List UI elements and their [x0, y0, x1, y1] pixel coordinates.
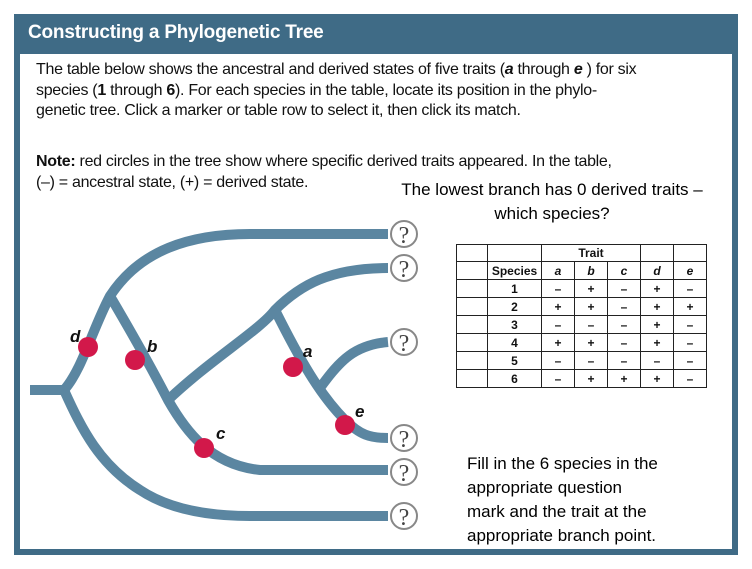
trait-label: e [674, 262, 707, 280]
trait-cell: + [641, 334, 674, 352]
table-row[interactable] [457, 280, 707, 298]
tip-question-glyph: ? [398, 505, 410, 531]
branch-a-species [320, 342, 388, 388]
trait-marker-label: e [355, 402, 365, 421]
tip-question-glyph: ? [398, 461, 410, 487]
trait-cell: + [542, 334, 575, 352]
species-cell: 6 [488, 370, 542, 388]
trait-cell: + [575, 280, 608, 298]
trait-marker-label: a [303, 342, 313, 361]
tip-question-mark[interactable] [391, 221, 417, 249]
trait-marker-label: d [70, 327, 81, 346]
tip-question-mark[interactable] [391, 255, 417, 283]
species-cell: 2 [488, 298, 542, 316]
intro-text-part: The table below shows the ancestral and derived states of five traits ( [36, 61, 505, 78]
trait-e-ref: e [573, 61, 583, 78]
row-leader [457, 334, 488, 352]
intro-text-part: through [105, 81, 167, 99]
table-corner [674, 245, 707, 262]
trait-cell: – [608, 316, 641, 334]
table-row[interactable] [457, 352, 707, 370]
trait-cell: – [542, 316, 575, 334]
trait-cell: – [674, 280, 707, 298]
trait-cell: – [542, 280, 575, 298]
trait-cell: + [542, 298, 575, 316]
trait-cell: + [575, 334, 608, 352]
trait-cell: – [575, 352, 608, 370]
species-1-ref: 1 [97, 81, 106, 99]
trait-header-row [457, 245, 707, 262]
table-row[interactable] [457, 334, 707, 352]
table-corner [641, 245, 674, 262]
intro-text-part: ). For each species in the table, locate its position in the phylo- [175, 81, 597, 99]
trait-cell: – [575, 316, 608, 334]
row-leader [457, 316, 488, 334]
trait-label: c [608, 262, 641, 280]
trait-label: d [641, 262, 674, 280]
trait-cell: – [608, 298, 641, 316]
tip-question-glyph: ? [398, 223, 410, 249]
trait-label-row [457, 262, 707, 280]
trait-cell: – [542, 352, 575, 370]
instruction-line: Fill in the 6 species in the [467, 454, 658, 473]
trait-cell: – [641, 352, 674, 370]
trait-cell: + [674, 298, 707, 316]
figure-title: Constructing a Phylogenetic Tree [28, 22, 324, 43]
species-cell: 1 [488, 280, 542, 298]
trait-cell: – [542, 370, 575, 388]
note-label: Note: [36, 153, 76, 170]
tip-question-mark[interactable] [391, 459, 417, 487]
tip-question-glyph: ? [398, 331, 410, 357]
trait-cell: + [608, 370, 641, 388]
row-leader [457, 370, 488, 388]
tip-question-mark[interactable] [391, 425, 417, 453]
trait-cell: – [674, 316, 707, 334]
trait-cell: – [608, 280, 641, 298]
trait-cell: – [608, 334, 641, 352]
trait-cell: – [674, 352, 707, 370]
intro-text-part: genetic tree. Click a marker or table row to select it, then click its match. [36, 102, 521, 119]
trait-cell: + [641, 316, 674, 334]
trait-label: a [542, 262, 575, 280]
note-line: (–) = ancestral state, (+) = derived state. [36, 173, 309, 191]
intro-text-part: through [513, 61, 574, 78]
note-line: red circles in the tree show where specific derived traits appeared. In the table, [75, 153, 612, 170]
intro-text-part: ) for six [582, 61, 637, 78]
trait-label: b [575, 262, 608, 280]
instructions-text [467, 452, 737, 548]
table-corner [457, 245, 488, 262]
tip-question-mark[interactable] [391, 503, 417, 531]
trait-cell: + [641, 370, 674, 388]
tip-question-mark[interactable] [391, 329, 417, 357]
table-row[interactable] [457, 298, 707, 316]
branch-upper-clade [168, 268, 388, 400]
question-line: which species? [494, 204, 610, 223]
trait-cell: – [608, 352, 641, 370]
instruction-line: mark and the trait at the [467, 502, 647, 521]
species-cell: 5 [488, 352, 542, 370]
trait-cell: + [575, 298, 608, 316]
species-cell: 3 [488, 316, 542, 334]
species-6-ref: 6 [166, 81, 176, 99]
table-row[interactable] [457, 316, 707, 334]
species-header: Species [488, 262, 542, 280]
tip-question-glyph: ? [398, 257, 410, 283]
tree-branches [30, 234, 388, 516]
tip-question-glyph: ? [398, 427, 410, 453]
trait-cell: + [575, 370, 608, 388]
branch-bc-clade [110, 296, 388, 470]
table-corner [488, 245, 542, 262]
row-leader [457, 262, 488, 280]
species-cell: 4 [488, 334, 542, 352]
trait-marker-label: c [216, 424, 226, 443]
instruction-line: appropriate branch point. [467, 526, 657, 545]
question-line: The lowest branch has 0 derived traits – [401, 180, 703, 199]
table-row[interactable] [457, 370, 707, 388]
row-leader [457, 280, 488, 298]
row-leader [457, 298, 488, 316]
instruction-line: appropriate question [467, 478, 623, 497]
trait-header: Trait [542, 245, 641, 262]
trait-cell: – [674, 334, 707, 352]
trait-cell: + [641, 298, 674, 316]
trait-marker-label: b [147, 337, 158, 356]
intro-text-part: species ( [36, 81, 98, 99]
trait-cell: + [641, 280, 674, 298]
tree-tips [391, 221, 417, 531]
trait-a-ref: a [504, 61, 514, 78]
row-leader [457, 352, 488, 370]
trait-table [456, 244, 707, 388]
trait-cell: – [674, 370, 707, 388]
